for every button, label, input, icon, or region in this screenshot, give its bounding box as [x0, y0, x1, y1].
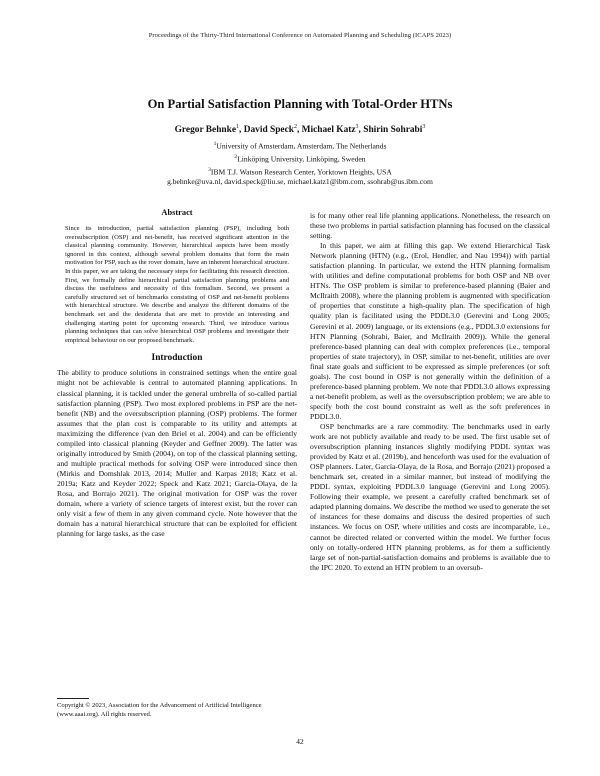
abstract-text: Since its introduction, partial satisfaction planning (PSP), including both oversubscription (OSP) and net-benefit, has received significant attention in the classical planning community. However, hierarchical aspects have been mostly ignored in this context, although several problem domains that form the main motivation for PSP, such as the rover domain, have an inherent hierarchical structure. In this paper, we are taking the necessary steps for facilitating this research direction. First, we formally define hierarchical partial satisfaction planning problems and discuss the usefulness and necessity of this formalism. Second, we present a carefully structured set of benchmarks consisting of OSP and net-benefit problems with hierarchical structure. We describe and analyze the different domains of the benchmark set and the desiderata that are met to provide an interesting and challenging starting point for upcoming research. Third, we introduce various planning techniques that can solve hierarchical OSP problems and investigate their empirical behaviour on our proposed benchmark.: [65, 225, 289, 344]
author-list: Gregor Behnke$^1$, David Speck$^2$, Michael Katz$^3$, Shirin Sohrabi$^3$: [174, 124, 426, 136]
abstract-heading: Abstract: [161, 208, 193, 217]
footnote-rule: [57, 698, 89, 699]
author: Gregor Behnke$^1$: [174, 124, 239, 136]
author: David Speck$^2$: [243, 124, 297, 136]
body-paragraph: is for many other real life planning applications. Nonetheless, the research on these two problems in partial satisfaction planning has focused on the classical setting.: [310, 211, 550, 241]
introduction-heading: Introduction: [151, 353, 203, 364]
affiliation: $^2$Linköping University, Linköping, Sweden: [234, 153, 366, 164]
affiliation: $^3$IBM T.J. Watson Research Center, Yorktown Heights, USA: [208, 166, 392, 177]
copyright-notice: Copyright © 2023, Association for the Advancement of Artificial Intelligence (www.aaai.org). All rights reserved.: [57, 702, 262, 718]
body-paragraph: OSP benchmarks are a rare commodity. The benchmarks used in early work are not publicly available and ready to be used. The first usable set of oversubscription planning instances slightly modifying PDDL syntax was provided by Katz et al. (2019b), and henceforth was used for the evaluation of OSP planners. Later, García-Olaya, de la Rosa, and Borrajo (2021) proposed a benchmark set, created in a similar manner, but instead of modifying the PDDL syntax, exploiting PDDL3.0 language (Gerevini and Long 2005). Following their example, we present a carefully crafted benchmark set of adapted planning domains. We describe the method we used to generate the set of instances for these domains and discuss the desired properties of such instances. We focus on OSP, where utilities and costs are incomparable, i.e., cannot be directed related or converted within the model. We further focus only on totally-ordered HTN planning problems, as for them a sufficiently large set of non-partial-satisfaction domains and problems is available due to the IPC 2020. To extend an HTN problem to an oversub-: [310, 421, 550, 572]
left-column: [57, 208, 297, 539]
author: Shirin Sohrabi$^3$: [363, 124, 426, 136]
introduction-paragraph: The ability to produce solutions in constrained settings when the entire goal might not be achievable is central to automated planning applications. In classical planning, it is tackled under the general umbrella of so-called partial satisfaction planning (PSP). Two most explored problems in PSP are the net-benefit (NB) and the oversubscription planning (OSP) problems. The former assumes that the plan cost is comparable to its utility and attempts at maximizing the difference (van den Briel et al. 2004) and can be efficiently compiled into classical planning (Keyder and Geffner 2009). The latter was originally introduced by Smith (2004), on top of the classical planning setting, and multiple practical methods for solving OSP were introduced since then (Mirkis and Domshlak 2013, 2014; Muller and Karpas 2018; Katz et al. 2019a; Katz and Keyder 2022; Speck and Katz 2021; García-Olaya, de la Rosa, and Borrajo 2021). The original motivation for OSP was the rover domain, where a variety of science targets of interest exist, but the rover can only visit a few of them in any given command cycle. Note however that the domain has a natural hierarchical structure that can be exploited for efficient planning for large tasks, as the case: [57, 368, 297, 539]
right-column: [310, 211, 550, 573]
affiliation: $^1$University of Amsterdam, Amsterdam, The Netherlands: [213, 141, 387, 151]
author: Michael Katz$^3$: [301, 124, 359, 136]
page-number: 42: [296, 737, 304, 746]
proceedings-header: Proceedings of the Thirty-Third International Conference on Automated Planning and Scheduling (ICAPS 2023): [148, 32, 452, 39]
body-paragraph: In this paper, we aim at filling this gap. We extend Hierarchical Task Network planning (HTN) (e.g., (Erol, Hendler, and Nau 1994)) with partial satisfaction planning. In particular, we extend the HTN planning formalism with utilities and define computational problems for both OSP and NB over HTNs. The OSP problem is similar to preference-based planning (Baier and McIlraith 2008), where the planning problem is augmented with specification of properties that constitute a high-quality plan. The specification of high quality plan is facilitated using the PDDL3.0 (Gerevini and Long 2005; Gerevini et al. 2009) language, or its extensions (e.g., PDDL3.0 extensions for HTN Planning (Sohrabi, Baier, and McIlraith 2009)). While the general preference-based planning can deal with complex preferences (i.e., temporal properties of state trajectory), in OSP, similar to net-benefit, utilities are over final state goals and sufficient to be expressed as simple preferences (or soft goals). The cost bound in OSP is not generally within the definition of a preference-based planning problem. We note that PDDL3.0 allows expressing a net-benefit problem, as well as the oversubscription problem; we are able to specify both the cost bound constraint as well as the soft preferences in PDDL3.0.: [310, 241, 550, 421]
author-emails: g.behnke@uva.nl, david.speck@liu.se, michael.katz1@ibm.com, ssohrab@us.ibm.com: [167, 177, 433, 187]
paper-title: On Partial Satisfaction Planning with Total-Order HTNs: [147, 97, 453, 111]
affiliations: [0, 139, 600, 188]
